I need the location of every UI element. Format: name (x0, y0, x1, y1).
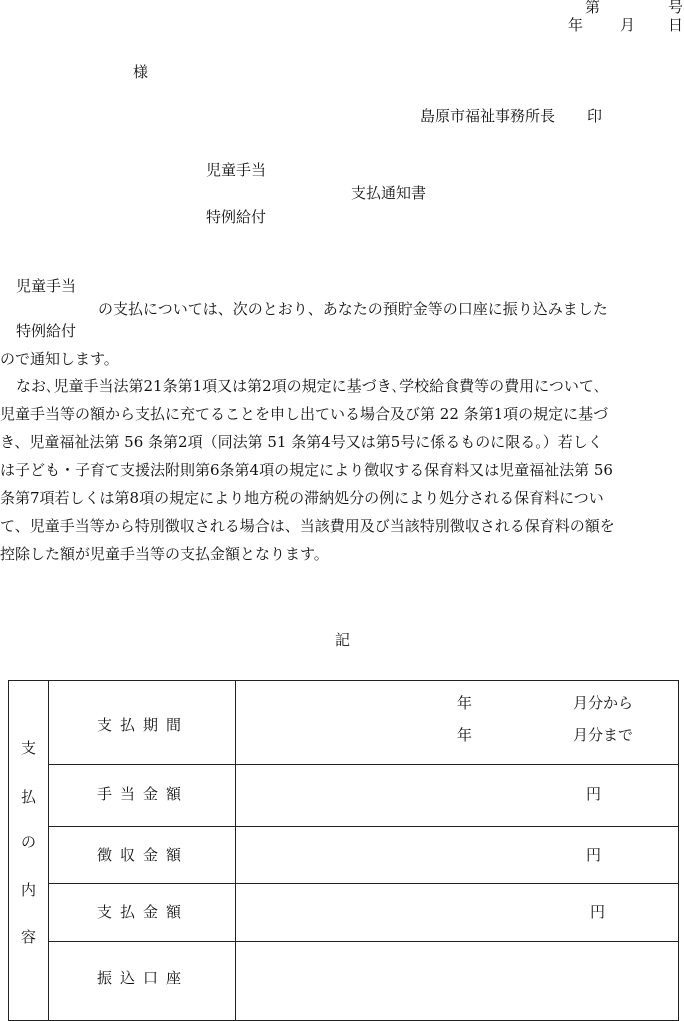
table-border-top (8, 680, 679, 681)
p2-line: は子ども・子育て支援法附則第6条第4項の規定により徴収する保育料又は児童福祉法第 56 (0, 461, 613, 479)
period-end-month: 月分まで (573, 726, 634, 744)
side-label-char: 支 (21, 739, 37, 757)
notice-number-suffix: 号 (668, 0, 684, 16)
collected-amount-unit: 円 (586, 846, 602, 864)
period-start-month: 月分から (573, 694, 634, 712)
sender-name: 島原市福祉事務所長 (420, 107, 556, 125)
row-label-collected-amount: 徴収金額 (97, 846, 190, 864)
p2-line: 条第7項若しくは第8項の規定により地方税の滞納処分の例により処分される保育料につい (0, 489, 604, 507)
date-day-label: 日 (668, 16, 684, 34)
row-divider (48, 883, 679, 884)
side-label-char: 払 (21, 788, 37, 806)
column-divider (48, 680, 49, 1021)
record-label: 記 (335, 631, 351, 649)
seal-mark: 印 (587, 107, 603, 125)
row-divider (48, 941, 679, 942)
date-year-label: 年 (568, 16, 584, 34)
addressee-suffix: 様 (133, 63, 149, 81)
row-label-payment-amount: 支払金額 (97, 903, 190, 921)
p2-line: て、児童手当等から特別徴収される場合は、当該費用及び当該特別徴収される保育料の額を (0, 517, 615, 535)
notice-number-prefix: 第 (585, 0, 601, 16)
allowance-amount-unit: 円 (586, 785, 602, 803)
period-start-year: 年 (457, 694, 473, 712)
payment-amount-unit: 円 (590, 903, 606, 921)
row-label-payment-period: 支払期間 (97, 716, 190, 734)
row-divider (48, 764, 679, 765)
p1-end-text: ので通知します。 (0, 350, 119, 368)
row-label-transfer-account: 振込口座 (97, 969, 190, 987)
p2-line: き、児童福祉法第 56 条第2項（同法第 51 条第4号又は第5号に係るものに限る。）若しく (0, 433, 603, 451)
p2-line: 児童手当等の額から支払に充てることを申し出ている場合及び第 22 条第1項の規定に基づ (0, 405, 609, 423)
side-label-char: の (21, 833, 37, 851)
table-border-right (678, 680, 679, 1021)
date-month-label: 月 (620, 16, 636, 34)
payment-details-table (8, 680, 679, 1021)
title-bottom-line: 特例給付 (206, 208, 267, 226)
column-divider (235, 680, 236, 1021)
p2-line: なお､児童手当法第21条第1項又は第2項の規定に基づき､学校給食費等の費用について､ (16, 377, 602, 395)
p1-top-option: 児童手当 (16, 277, 77, 295)
body-paragraph-2 (0, 372, 684, 568)
p1-main-text: の支払については、次のとおり、あなたの預貯金等の口座に振り込みました (98, 300, 608, 318)
title-top-line: 児童手当 (206, 161, 267, 179)
row-label-allowance-amount: 手当金額 (97, 785, 190, 803)
table-border-left (8, 680, 9, 1021)
period-end-year: 年 (457, 726, 473, 744)
p1-bottom-option: 特例給付 (16, 322, 77, 340)
row-divider (48, 826, 679, 827)
p2-line: 控除した額が児童手当等の支払金額となります。 (0, 545, 329, 563)
side-label-char: 容 (21, 928, 37, 946)
page-title: 支払通知書 (351, 184, 427, 202)
side-label-char: 内 (21, 881, 37, 899)
